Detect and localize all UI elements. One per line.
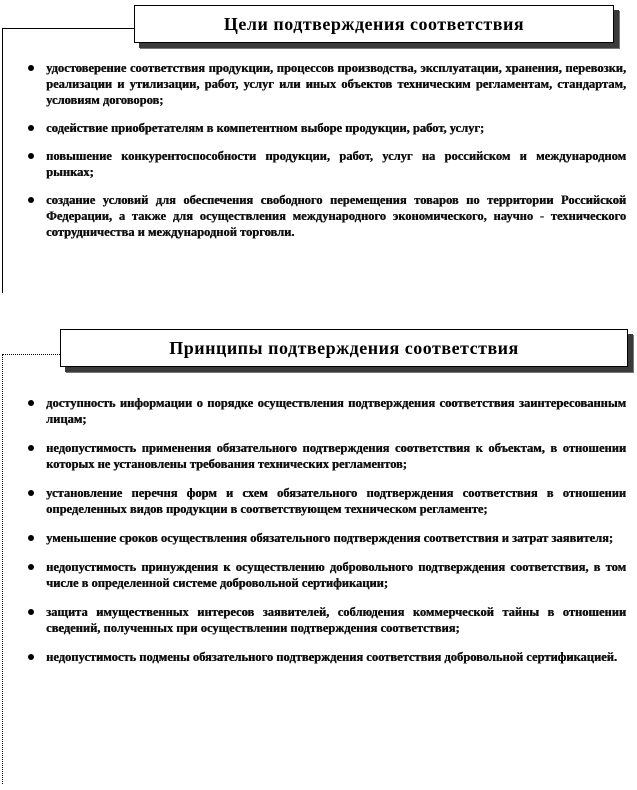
- list-item: [28, 440, 626, 472]
- bullet-icon: [28, 197, 34, 203]
- bullet-icon: [28, 564, 34, 570]
- bullet-icon: [28, 490, 34, 496]
- list-item: [28, 604, 626, 636]
- list-item: [28, 649, 626, 665]
- list-item-text: недопустимость применения обязательного подтверждения соответствия к объектам, в отношении которых не установлены требования технических регламентов;: [46, 441, 626, 471]
- list-item: [28, 148, 626, 180]
- bullet-icon: [28, 65, 34, 71]
- goals-title: Цели подтверждения соответствия: [134, 5, 614, 43]
- principles-list: [28, 395, 626, 678]
- list-item: [28, 60, 626, 108]
- frame-left-line: [2, 354, 3, 784]
- list-item-text: содействие приобретателям в компетентном выборе продукции, работ, услуг;: [46, 121, 485, 135]
- list-item: [28, 192, 626, 240]
- list-item: [28, 530, 626, 546]
- list-item-text: создание условий для обеспечения свободного перемещения товаров по территории Российской Федерации, а также для осуществления международного экономического, научно - технического сотрудничества и международной торговли.: [46, 193, 626, 239]
- list-item-text: уменьшение сроков осуществления обязательного подтверждения соответствия и затрат заявителя;: [46, 531, 613, 545]
- goals-list: [28, 60, 626, 252]
- bullet-icon: [28, 153, 34, 159]
- list-item-text: повышение конкурентоспособности продукции, работ, услуг на российском и международном рынках;: [46, 149, 626, 179]
- list-item-text: недопустимость подмены обязательного подтверждения соответствия добровольной сертификацией.: [46, 650, 617, 664]
- bullet-icon: [28, 654, 34, 660]
- list-item-text: удостоверение соответствия продукции, процессов производства, эксплуатации, хранения, перевозки, реализации и утилизации, работ, услуг или иных объектов техническим регламентам, стандартам, условиям договоров;: [46, 61, 626, 107]
- principles-section: [0, 320, 637, 790]
- frame-left-line: [2, 28, 3, 293]
- principles-title: Принципы подтверждения соответствия: [60, 329, 628, 367]
- bullet-icon: [28, 609, 34, 615]
- list-item: [28, 395, 626, 427]
- bullet-icon: [28, 400, 34, 406]
- list-item: [28, 559, 626, 591]
- list-item-text: недопустимость принуждения к осуществлению добровольного подтверждения соответствия, в том числе в определенной системе добровольной сертификации;: [46, 560, 626, 590]
- list-item-text: установление перечня форм и схем обязательного подтверждения соответствия в отношении определенных видов продукции в соответствующем техническом регламенте;: [46, 486, 626, 516]
- bullet-icon: [28, 535, 34, 541]
- list-item-text: защита имущественных интересов заявителей, соблюдения коммерческой тайны в отношении сведений, полученных при осуществлении подтверждения соответствия;: [46, 605, 626, 635]
- list-item: [28, 485, 626, 517]
- frame-top-line: [2, 354, 60, 355]
- list-item-text: доступность информации о порядке осуществления подтверждения соответствия заинтересованным лицам;: [46, 396, 626, 426]
- goals-section: [0, 0, 637, 300]
- bullet-icon: [28, 445, 34, 451]
- bullet-icon: [28, 125, 34, 131]
- list-item: [28, 120, 626, 136]
- frame-top-line: [2, 28, 134, 29]
